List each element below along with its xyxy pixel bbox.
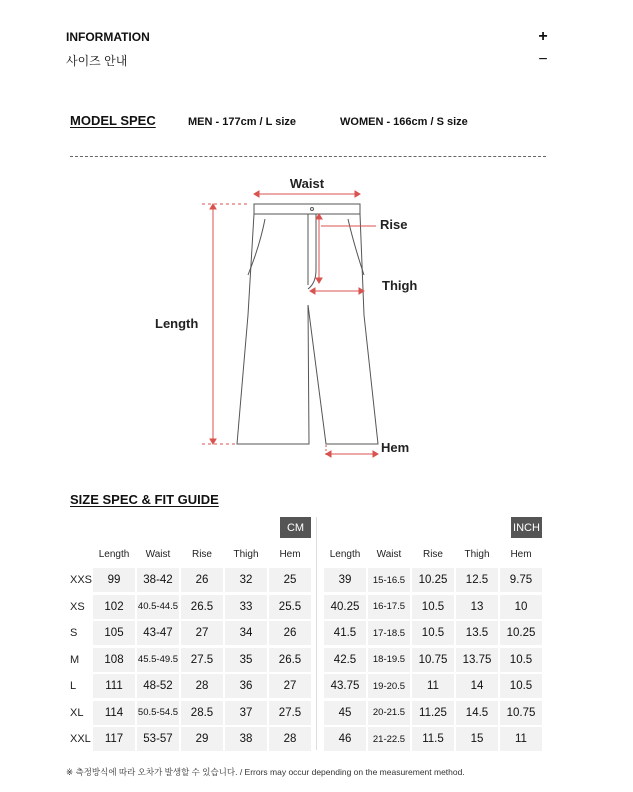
cm-value-cell: 99 — [93, 568, 135, 592]
cm-value-cell: 36 — [225, 674, 267, 698]
cm-value-cell: 33 — [225, 595, 267, 619]
inch-column-header: Thigh — [464, 549, 490, 560]
inch-value-cell: 21-22.5 — [368, 727, 410, 751]
inch-value-cell: 15 — [456, 727, 498, 751]
cm-column-header: Rise — [191, 549, 212, 560]
size-label: M — [70, 653, 80, 666]
inch-value-cell: 14 — [456, 674, 498, 698]
cm-value-cell: 43-47 — [137, 621, 179, 645]
inch-value-cell: 17-18.5 — [368, 621, 410, 645]
cm-value-cell: 25.5 — [269, 595, 311, 619]
model-spec — [70, 113, 468, 128]
cm-value-cell: 26 — [181, 568, 223, 592]
inch-value-cell: 41.5 — [324, 621, 366, 645]
footnote: ※ 측정방식에 따라 오차가 발생할 수 있습니다. / Errors may occur depending on the measurement method. — [66, 767, 465, 777]
cm-value-cell: 25 — [269, 568, 311, 592]
model-spec-women: WOMEN - 166cm / S size — [340, 116, 468, 128]
inch-value-cell: 13.75 — [456, 648, 498, 672]
cm-value-cell: 32 — [225, 568, 267, 592]
cm-value-cell: 27 — [269, 674, 311, 698]
cm-value-cell: 50.5-54.5 — [137, 701, 179, 725]
inch-value-cell: 12.5 — [456, 568, 498, 592]
size-spec-title: SIZE SPEC & FIT GUIDE — [70, 492, 219, 507]
cm-value-cell: 26.5 — [181, 595, 223, 619]
cm-value-cell: 27 — [181, 621, 223, 645]
inch-value-cell: 10.75 — [500, 701, 542, 725]
inch-value-cell: 13.5 — [456, 621, 498, 645]
cm-value-cell: 40.5-44.5 — [137, 595, 179, 619]
inch-value-cell: 40.25 — [324, 595, 366, 619]
size-label: XS — [70, 600, 85, 613]
inch-value-cell: 14.5 — [456, 701, 498, 725]
cm-value-cell: 102 — [93, 595, 135, 619]
size-label: L — [70, 680, 77, 692]
collapse-icon[interactable]: − — [538, 51, 548, 68]
section-divider — [70, 156, 546, 157]
inch-value-cell: 10.25 — [412, 568, 454, 592]
inch-value-cell: 11 — [500, 727, 542, 751]
size-label: XXL — [70, 733, 91, 745]
inch-value-cell: 15-16.5 — [368, 568, 410, 592]
inch-value-cell: 42.5 — [324, 648, 366, 672]
inch-value-cell: 10.5 — [500, 648, 542, 672]
cm-value-cell: 38-42 — [137, 568, 179, 592]
cm-value-cell: 45.5-49.5 — [137, 648, 179, 672]
inch-value-cell: 11.5 — [412, 727, 454, 751]
inch-value-cell: 16-17.5 — [368, 595, 410, 619]
inch-value-cell: 10.75 — [412, 648, 454, 672]
inch-value-cell: 10 — [500, 595, 542, 619]
size-label: XL — [70, 706, 84, 719]
cm-value-cell: 117 — [93, 727, 135, 751]
size-guide-accordion[interactable] — [66, 50, 550, 70]
inch-value-cell: 10.5 — [412, 621, 454, 645]
inch-column-header: Hem — [510, 549, 532, 560]
inch-value-cell: 11.25 — [412, 701, 454, 725]
expand-icon[interactable]: + — [538, 28, 548, 45]
cm-value-cell: 48-52 — [137, 674, 179, 698]
inch-column-header: Waist — [376, 549, 402, 560]
cm-value-cell: 53-57 — [137, 727, 179, 751]
inch-value-cell: 10.5 — [412, 595, 454, 619]
inch-value-cell: 19-20.5 — [368, 674, 410, 698]
cm-value-cell: 108 — [93, 648, 135, 672]
rise-label: Rise — [380, 217, 408, 232]
thigh-label: Thigh — [382, 278, 418, 293]
cm-value-cell: 111 — [93, 674, 135, 698]
model-spec-men: MEN - 177cm / L size — [188, 116, 297, 128]
cm-value-cell: 26.5 — [269, 648, 311, 672]
cm-value-cell: 27.5 — [269, 701, 311, 725]
inch-value-cell: 43.75 — [324, 674, 366, 698]
cm-value-cell: 28 — [181, 674, 223, 698]
cm-value-cell: 38 — [225, 727, 267, 751]
inch-value-cell: 10.25 — [500, 621, 542, 645]
inch-value-cell: 46 — [324, 727, 366, 751]
inch-value-cell: 39 — [324, 568, 366, 592]
cm-value-cell: 35 — [225, 648, 267, 672]
unit-badge-inch: INCH — [511, 517, 542, 538]
inch-column-header: Rise — [422, 549, 443, 560]
cm-column-header: Waist — [145, 549, 171, 560]
model-spec-title: MODEL SPEC — [70, 113, 156, 128]
cm-column-header: Thigh — [233, 549, 259, 560]
cm-value-cell: 27.5 — [181, 648, 223, 672]
cm-value-cell: 37 — [225, 701, 267, 725]
inch-value-cell: 18-19.5 — [368, 648, 410, 672]
inch-value-cell: 13 — [456, 595, 498, 619]
cm-column-header: Length — [98, 549, 130, 560]
inch-column-header: Length — [329, 549, 361, 560]
size-guide-label: 사이즈 안내 — [66, 53, 128, 68]
cm-value-cell: 28 — [269, 727, 311, 751]
cm-column-header: Hem — [279, 549, 301, 560]
cm-value-cell: 105 — [93, 621, 135, 645]
information-accordion[interactable] — [66, 27, 550, 47]
unit-badge-cm: CM — [280, 517, 311, 538]
hem-label: Hem — [381, 440, 410, 455]
inch-value-cell: 20-21.5 — [368, 701, 410, 725]
information-label: INFORMATION — [66, 30, 150, 44]
pants-measurement-diagram — [140, 165, 440, 465]
inch-value-cell: 10.5 — [500, 674, 542, 698]
inch-value-cell: 9.75 — [500, 568, 542, 592]
cm-value-cell: 114 — [93, 701, 135, 725]
cm-value-cell: 26 — [269, 621, 311, 645]
table-divider — [316, 517, 317, 750]
cm-value-cell: 29 — [181, 727, 223, 751]
inch-value-cell: 11 — [412, 674, 454, 698]
length-label: Length — [155, 316, 199, 331]
cm-value-cell: 34 — [225, 621, 267, 645]
inch-value-cell: 45 — [324, 701, 366, 725]
size-label: S — [70, 627, 78, 639]
size-label: XXS — [70, 574, 93, 586]
cm-value-cell: 28.5 — [181, 701, 223, 725]
waist-label: Waist — [289, 176, 325, 191]
